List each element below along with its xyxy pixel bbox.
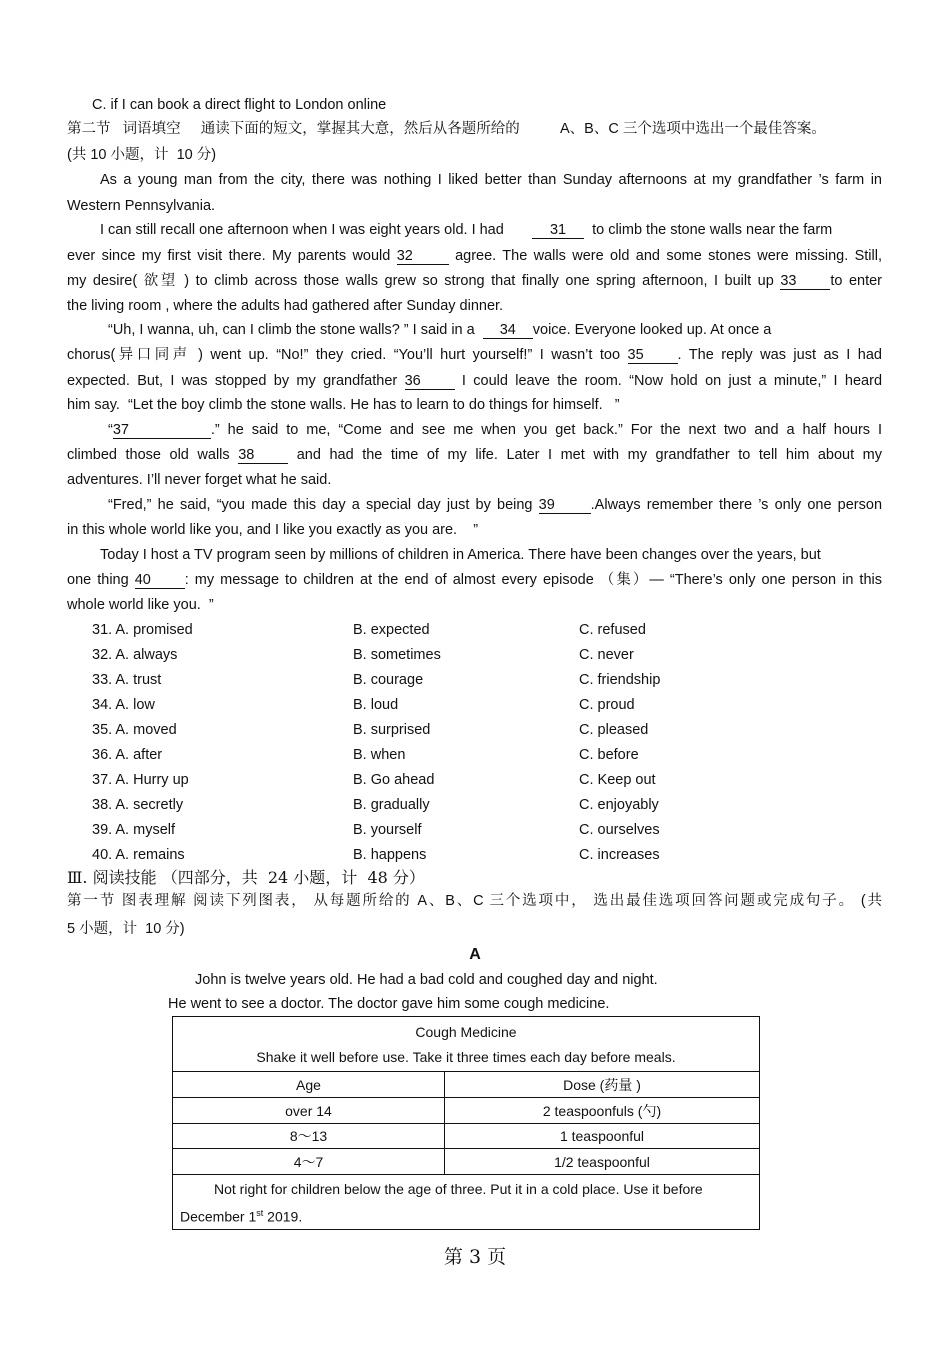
passage-line (67, 297, 503, 315)
note-line-2 (180, 1201, 759, 1229)
option-31-c: C. refused (579, 622, 646, 638)
option-38-a: 38. A. secretly (92, 797, 184, 813)
intro-line-1: John is twelve years old. He had a bad cold and coughed day and night. (195, 972, 658, 988)
option-34-a: 34. A. low (92, 697, 155, 713)
passage-line (67, 146, 216, 164)
text-segment: chorus(异口同声 ) went up. “No!” they cried. “You’ll hurt yourself!” I wasn’t too (67, 347, 628, 363)
passage-line (67, 272, 882, 290)
dose-cell: 1 teaspoonful (445, 1124, 760, 1149)
section-heading: Ⅲ. 阅读技能 （四部分，共 24 小题，计 48 分） (67, 868, 425, 887)
option-34-b: B. loud (353, 697, 399, 713)
option-34-c: C. proud (579, 697, 635, 713)
option-33-b: B. courage (353, 672, 424, 688)
option-37-b: B. Go ahead (353, 772, 435, 788)
text-segment: 第二节 词语填空 通读下面的短文，掌握其大意，然后从各题所给的 A、B、C 三个选项中选出一个最佳答案。 (67, 121, 826, 137)
blank-34: 34 (483, 323, 533, 339)
text-segment: voice. Everyone looked up. At once a (532, 322, 772, 338)
text-segment: and had the time of my life. Later I met with my grandfather to tell him about my (288, 447, 882, 463)
text-segment: one thing (67, 572, 135, 588)
text-segment: climbed those old walls (67, 447, 239, 463)
medicine-table (172, 1016, 760, 1230)
passage-line (67, 197, 215, 215)
blank-39: 39 (539, 498, 591, 514)
option-40-c: C. increases (579, 847, 660, 863)
note-year: 2019. (263, 1208, 303, 1225)
passage-line (67, 571, 882, 589)
blank-38: 38 (238, 448, 288, 464)
option-32-a: 32. A. always (92, 647, 178, 663)
note-sup: st (256, 1208, 264, 1218)
text-segment: As a young man from the city, there was nothing I liked better than Sunday afternoons at my grandfather ’s farm in (100, 172, 882, 188)
intro-line-2: He went to see a doctor. The doctor gave him some cough medicine. (168, 996, 610, 1012)
passage-line (108, 321, 771, 339)
option-38-b: B. gradually (353, 797, 430, 813)
text-segment: to enter (830, 273, 882, 289)
passage-line (67, 247, 882, 265)
text-segment: I could leave the room. “Now hold on just a minute,” I heard (454, 373, 883, 389)
text-segment: “ (108, 422, 113, 438)
option-36-c: C. before (579, 747, 639, 763)
note-line-1: Not right for children below the age of three. Put it in a cold place. Use it before (214, 1181, 703, 1197)
table-row (173, 1098, 760, 1124)
option-35-c: C. pleased (579, 722, 649, 738)
option-32-b: B. sometimes (353, 647, 441, 663)
text-segment: “Uh, I wanna, uh, can I climb the stone walls? ” I said in a (108, 322, 483, 338)
passage-line (67, 120, 826, 138)
header-age: Age (173, 1072, 445, 1098)
text-segment: expected. But, I was stopped by my grandfather (67, 373, 405, 389)
option-35-a: 35. A. moved (92, 722, 177, 738)
passage-line (67, 346, 882, 364)
passage-letter: A (469, 946, 481, 963)
dose-cell: 2 teaspoonfuls (勺) (445, 1098, 760, 1124)
option-39-b: B. yourself (353, 822, 422, 838)
option-33-a: 33. A. trust (92, 672, 162, 688)
text-segment: to climb the stone walls near the farm (584, 222, 833, 238)
text-segment: my desire( 欲望 ) to climb across those walls grew so strong that finally one spring afternoon, I built up (67, 273, 781, 289)
option-37-c: C. Keep out (579, 772, 656, 788)
text-segment: the living room , where the adults had gathered after Sunday dinner. (67, 298, 504, 314)
passage-line (67, 446, 882, 464)
option-33-c: C. friendship (579, 672, 661, 688)
passage-line (100, 221, 832, 239)
passage-line (100, 171, 882, 189)
passage-line (92, 96, 386, 114)
age-cell: 4～7 (173, 1149, 445, 1175)
text-segment: him say. “Let the boy climb the stone walls. He has to learn to do things for himself. ” (67, 397, 620, 413)
age-cell: over 14 (173, 1098, 445, 1124)
age-cell: 8～13 (173, 1124, 445, 1149)
header-dose: Dose (药量 ) (445, 1072, 760, 1098)
text-segment: agree. The walls were old and some stones were missing. Still, (448, 248, 882, 264)
text-segment: I can still recall one afternoon when I was eight years old. I had (100, 222, 533, 238)
table-row (173, 1124, 760, 1149)
dose-cell: 1/2 teaspoonful (445, 1149, 760, 1175)
table-row (173, 1149, 760, 1175)
option-35-b: B. surprised (353, 722, 431, 738)
option-38-c: C. enjoyably (579, 797, 659, 813)
passage-line (67, 471, 331, 489)
option-31-b: B. expected (353, 622, 430, 638)
text-segment: : my message to children at the end of almost every episode （集）— “There’s only one person in this (184, 572, 882, 588)
blank-40: 40 (135, 573, 185, 589)
option-32-c: C. never (579, 647, 634, 663)
text-segment: Today I host a TV program seen by millions of children in America. There have been changes over the years, but (100, 547, 821, 563)
passage-line (67, 396, 620, 414)
passage-line (108, 496, 882, 514)
option-36-b: B. when (353, 747, 406, 763)
option-39-a: 39. A. myself (92, 822, 176, 838)
blank-31: 31 (532, 223, 584, 239)
text-segment: . The reply was just as I had (677, 347, 882, 363)
section-instruction-2: 5 小题，计 10 分) (67, 921, 185, 937)
passage-line (67, 372, 882, 390)
passage-line (100, 546, 821, 564)
table-instruction: Shake it well before use. Take it three times each day before meals. (256, 1049, 676, 1065)
blank-32: 32 (397, 249, 449, 265)
passage-line (67, 521, 478, 539)
section-instruction: 第一节 图表理解 阅读下列图表， 从每题所给的 A、B、C 三个选项中， 选出最佳选项回答问题或完成句子。 (共 (67, 893, 882, 909)
option-39-c: C. ourselves (579, 822, 660, 838)
text-segment: .” he said to me, “Come and see me when you get back.” For the next two and a half hours I (210, 422, 882, 438)
text-segment: in this whole world like you, and I like you exactly as you are. ” (67, 522, 479, 538)
note-date: December 1 (180, 1208, 257, 1225)
option-37-a: 37. A. Hurry up (92, 772, 189, 788)
table-note (173, 1175, 760, 1230)
blank-37: 37 (113, 423, 211, 439)
text-segment: Western Pennsylvania. (67, 198, 216, 214)
blank-36: 36 (405, 374, 455, 390)
text-segment: whole world like you. ” (67, 597, 214, 613)
option-36-a: 36. A. after (92, 747, 163, 763)
blank-35: 35 (628, 348, 678, 364)
option-40-a: 40. A. remains (92, 847, 185, 863)
text-segment: ever since my first visit there. My parents would (67, 248, 397, 264)
passage-line (67, 596, 214, 614)
text-segment: (共 10 小题，计 10 分) (67, 147, 217, 163)
text-segment: adventures. I’ll never forget what he said. (67, 472, 332, 488)
blank-33: 33 (780, 274, 830, 290)
text-segment: C. if I can book a direct flight to London online (92, 97, 387, 113)
page-number: 第 3 页 (443, 1246, 507, 1268)
passage-line (108, 421, 882, 439)
option-40-b: B. happens (353, 847, 427, 863)
text-segment: “Fred,” he said, “you made this day a special day just by being (108, 497, 539, 513)
table-title: Cough Medicine (415, 1024, 517, 1040)
option-31-a: 31. A. promised (92, 622, 193, 638)
text-segment: .Always remember there ’s only one person (590, 497, 883, 513)
